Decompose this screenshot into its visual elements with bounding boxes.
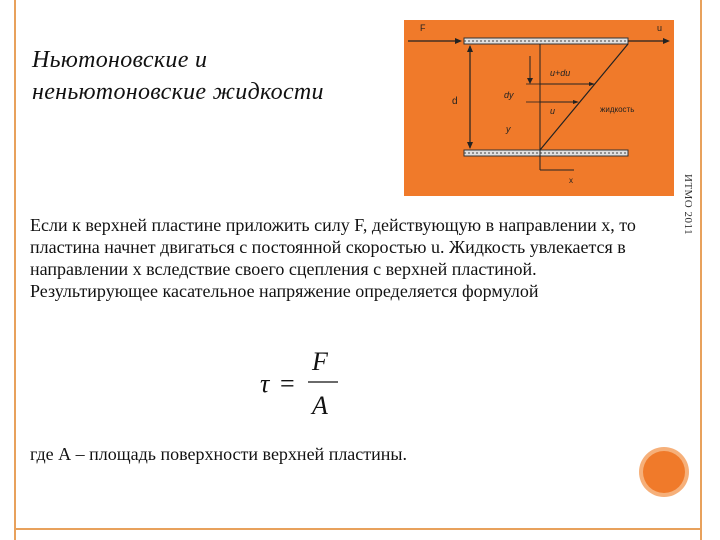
force-arrow-head	[455, 38, 462, 44]
decorative-circle	[643, 451, 685, 493]
formula-equals: =	[280, 369, 295, 398]
caption: где А – площадь поверхности верхней пластины.	[30, 444, 408, 464]
formula-numerator: F	[312, 347, 328, 376]
stress-formula	[258, 346, 348, 426]
slide-title-line2: неньютоновские жидкости	[32, 79, 324, 105]
frame-left-line	[14, 0, 16, 540]
watermark	[680, 174, 694, 274]
label-udu: u+du	[550, 68, 571, 78]
label-d: d	[452, 96, 458, 107]
dy-arrow-head	[527, 78, 533, 84]
label-y: y	[506, 124, 511, 134]
paragraph-1	[30, 214, 670, 280]
label-u-mid: u	[550, 106, 556, 116]
formula-denominator: A	[312, 391, 328, 420]
label-F: F	[420, 23, 426, 33]
watermark-text: ИТМО 2011	[682, 174, 694, 236]
slide-title	[32, 44, 402, 108]
frame-bottom-line	[14, 528, 702, 530]
formula-svg	[258, 346, 348, 426]
gap-arrow-head-bottom	[467, 142, 473, 149]
plates-diagram	[404, 20, 674, 196]
frame-right-line	[700, 0, 702, 540]
label-fluid: жидкость	[600, 105, 635, 114]
velocity-profile-line	[540, 44, 628, 150]
body-text	[30, 214, 670, 302]
plates-diagram-svg	[404, 20, 674, 196]
label-u: u	[657, 23, 663, 33]
slide-title-line1: Ньютоновские и	[32, 47, 208, 73]
paragraph-2: Результирующее касательное напряжение определяется формулой	[30, 281, 539, 301]
formula-tau: τ	[260, 369, 270, 398]
paragraph-1-text: Если к верхней пластине приложить силу F, действующую в направлении x, то пластина начнет двигаться с постоянной скоростью u. Жидкость увлекается в направлении x вследствие своего сцепления с верхней пластиной.	[30, 215, 636, 279]
gap-arrow-head-top	[467, 45, 473, 52]
velocity-arrow-head	[663, 38, 670, 44]
label-dy: dy	[504, 90, 514, 100]
label-x: x	[569, 176, 573, 185]
